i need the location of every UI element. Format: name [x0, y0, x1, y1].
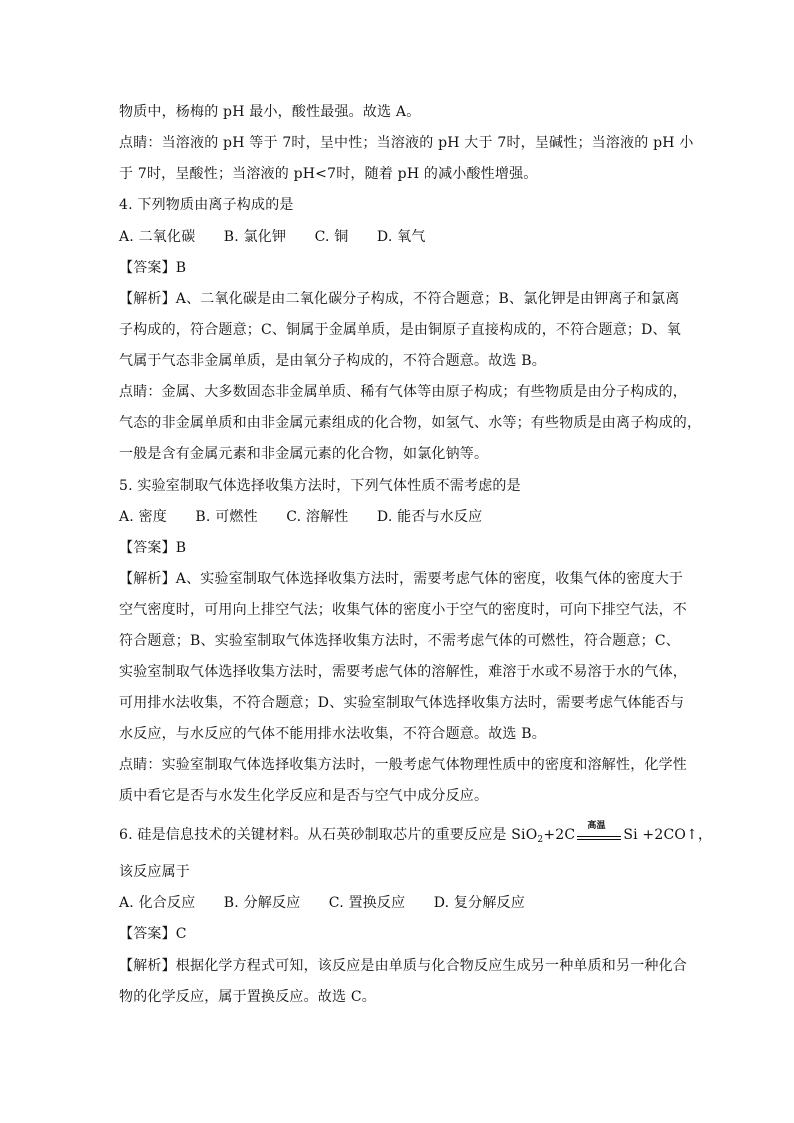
question-5-answer: 【答案】B — [119, 540, 187, 556]
text-line: 点睛：当溶液的 pH 等于 7时，呈中性；当溶液的 pH 大于 7时，呈碱性；当溶液的 pH 小 — [119, 135, 694, 151]
question-6-answer: 【答案】C — [119, 926, 187, 942]
analysis-line: 可用排水法收集，不符合题意；D、实验室制取气体选择收集方法时，需要考虑气体能否与 — [119, 695, 685, 711]
equation-reactant: SiO — [511, 827, 538, 843]
equation-subscript: 2 — [537, 835, 544, 845]
equation-product: Si +2CO↑， — [623, 827, 713, 843]
note-line: 点睛：实验室制取气体选择收集方法时，一般考虑气体物理性质中的密度和溶解性，化学性 — [119, 757, 687, 773]
text-line: 该反应属于 — [119, 864, 190, 880]
analysis-line: 空气密度时，可用向上排空气法；收集气体的密度小于空气的密度时，可向下排空气法，不 — [119, 602, 687, 618]
question-5-options: A. 密度 B. 可燃性 C. 溶解性 D. 能否与水反应 — [119, 509, 483, 525]
note-line: 一般是含有金属元素和非金属元素的化合物，如氯化钠等。 — [119, 446, 489, 462]
analysis-line: 实验室制取气体选择收集方法时，需要考虑气体的溶解性，难溶于水或不易溶于水的气体， — [119, 664, 687, 680]
question-5: 5. 实验室制取气体选择收集方法时，下列气体性质不需考虑的是 — [119, 478, 521, 494]
note-line: 点睛：金属、大多数固态非金属单质、稀有气体等由原子构成；有些物质是由分子构成的， — [119, 384, 687, 400]
question-6-text: 6. 硅是信息技术的关键材料。从石英砂制取芯片的重要反应是 — [119, 827, 512, 843]
analysis-line: 符合题意；B、实验室制取气体选择收集方法时，不需考虑气体的可燃性，符合题意；C、 — [119, 633, 680, 649]
question-6-options: A. 化合反应 B. 分解反应 C. 置换反应 D. 复分解反应 — [119, 895, 525, 911]
note-line: 气态的非金属单质和由非金属元素组成的化合物，如氢气、水等；有些物质是由离子构成的， — [119, 415, 702, 431]
question-6 — [119, 821, 713, 845]
analysis-line: 气属于气态非金属单质，是由氧分子构成的，不符合题意。故选 B。 — [119, 353, 546, 369]
analysis-line: 【解析】A、二氧化碳是由二氧化碳分子构成，不符合题意；B、氯化钾是由钾离子和氯离 — [119, 291, 680, 307]
analysis-line: 【解析】A、实验室制取气体选择收集方法时，需要考虑气体的密度，收集气体的密度大于 — [119, 571, 684, 587]
equation-equals-sign — [577, 821, 621, 845]
analysis-line: 【解析】根据化学方程式可知，该反应是由单质与化合物反应生成另一种单质和另一种化合 — [119, 958, 687, 974]
note-line: 质中看它是否与水发生化学反应和是否与空气中成分反应。 — [119, 788, 489, 804]
equation-condition: 高温 — [587, 821, 606, 831]
analysis-line: 物的化学反应，属于置换反应。故选 C。 — [119, 989, 376, 1005]
text-line: 物质中，杨梅的 pH 最小，酸性最强。故选 A。 — [119, 104, 421, 120]
chemical-equation — [511, 821, 713, 845]
question-4: 4. 下列物质由离子构成的是 — [119, 197, 294, 213]
question-4-options: A. 二氧化碳 B. 氯化钾 C. 铜 D. 氧气 — [119, 229, 426, 245]
analysis-line: 子构成的，符合题意；C、铜属于金属单质，是由铜原子直接构成的，不符合题意；D、氧 — [119, 322, 681, 338]
equation-reactant: +2C — [543, 827, 576, 843]
question-4-answer: 【答案】B — [119, 260, 187, 276]
text-line: 于 7时，呈酸性；当溶液的 pH<7时，随着 pH 的减小酸性增强。 — [119, 166, 538, 182]
analysis-line: 水反应，与水反应的气体不能用排水法收集，不符合题意。故选 B。 — [119, 726, 546, 742]
